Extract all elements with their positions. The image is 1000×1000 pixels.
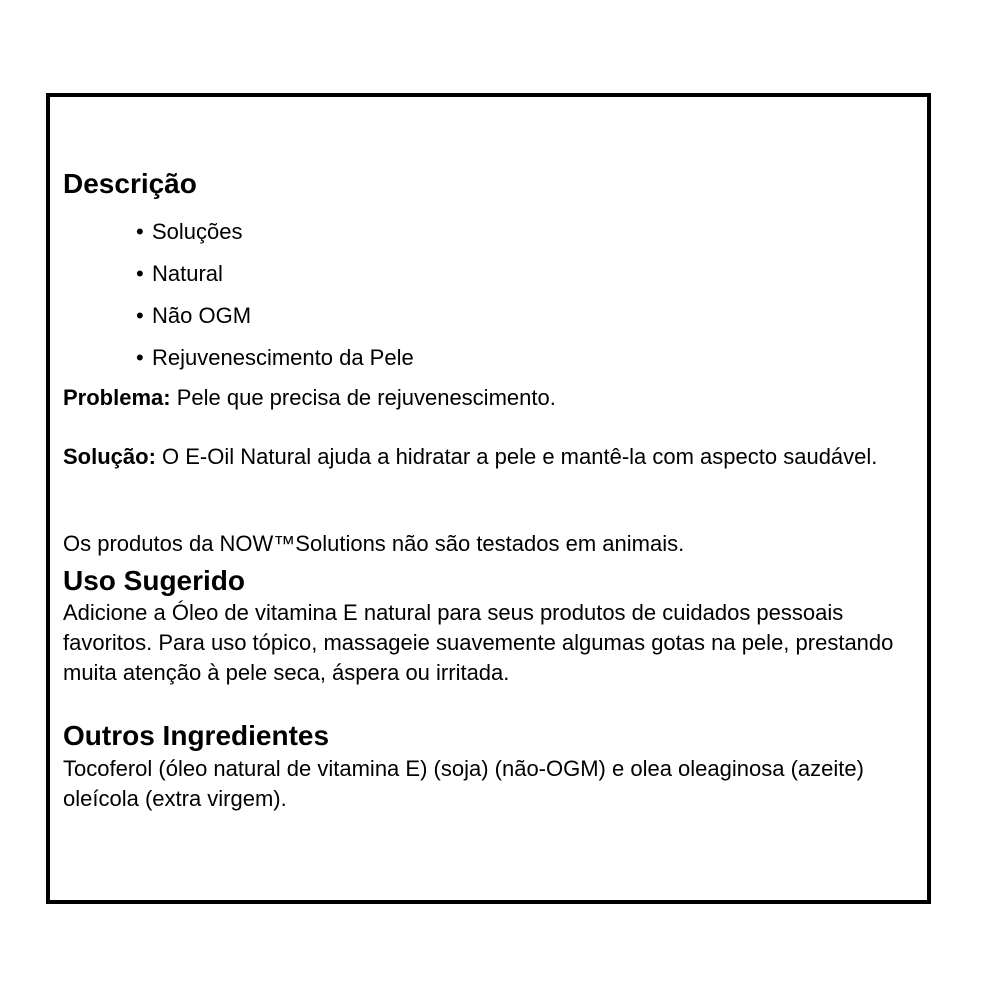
bullet-text: Soluções (152, 219, 243, 244)
bullet-icon: • (136, 303, 144, 328)
product-info-frame (46, 93, 931, 904)
suggested-use-text: Adicione a Óleo de vitamina E natural para seus produtos de cuidados pessoais favoritos. Para uso tópico, massageie suavemente algumas gotas na pele, prestando muita atenção à pele seca, áspera ou irritada. (63, 600, 894, 685)
bullet-item (63, 253, 414, 295)
problem-label: Problema: (63, 385, 171, 410)
bullet-text: Não OGM (152, 303, 252, 328)
bullet-icon: • (136, 261, 144, 286)
description-bullets (63, 211, 414, 379)
solution-label: Solução: (63, 444, 156, 469)
bullet-item (63, 211, 414, 253)
bullet-text: Natural (152, 261, 223, 286)
description-heading: Descrição (63, 168, 197, 199)
other-ingredients-heading: Outros Ingredientes (63, 720, 330, 751)
suggested-use-heading: Uso Sugerido (63, 565, 246, 596)
problem-text: Pele que precisa de rejuvenescimento. (170, 385, 556, 410)
animal-testing-note: Os produtos da NOW™Solutions não são testados em animais. (63, 531, 685, 556)
problem-paragraph (63, 383, 556, 413)
description-bullet-list (63, 211, 414, 379)
bullet-item (63, 295, 414, 337)
bullet-text: Rejuvenescimento da Pele (152, 345, 414, 370)
solution-paragraph (63, 442, 913, 472)
other-ingredients-text: Tocoferol (óleo natural de vitamina E) (soja) (não-OGM) e olea oleaginosa (azeite) oleícola (extra virgem). (63, 756, 864, 811)
bullet-item (63, 337, 414, 379)
bullet-icon: • (136, 345, 144, 370)
solution-text: O E-Oil Natural ajuda a hidratar a pele e mantê-la com aspecto saudável. (155, 444, 878, 469)
bullet-icon: • (136, 219, 144, 244)
